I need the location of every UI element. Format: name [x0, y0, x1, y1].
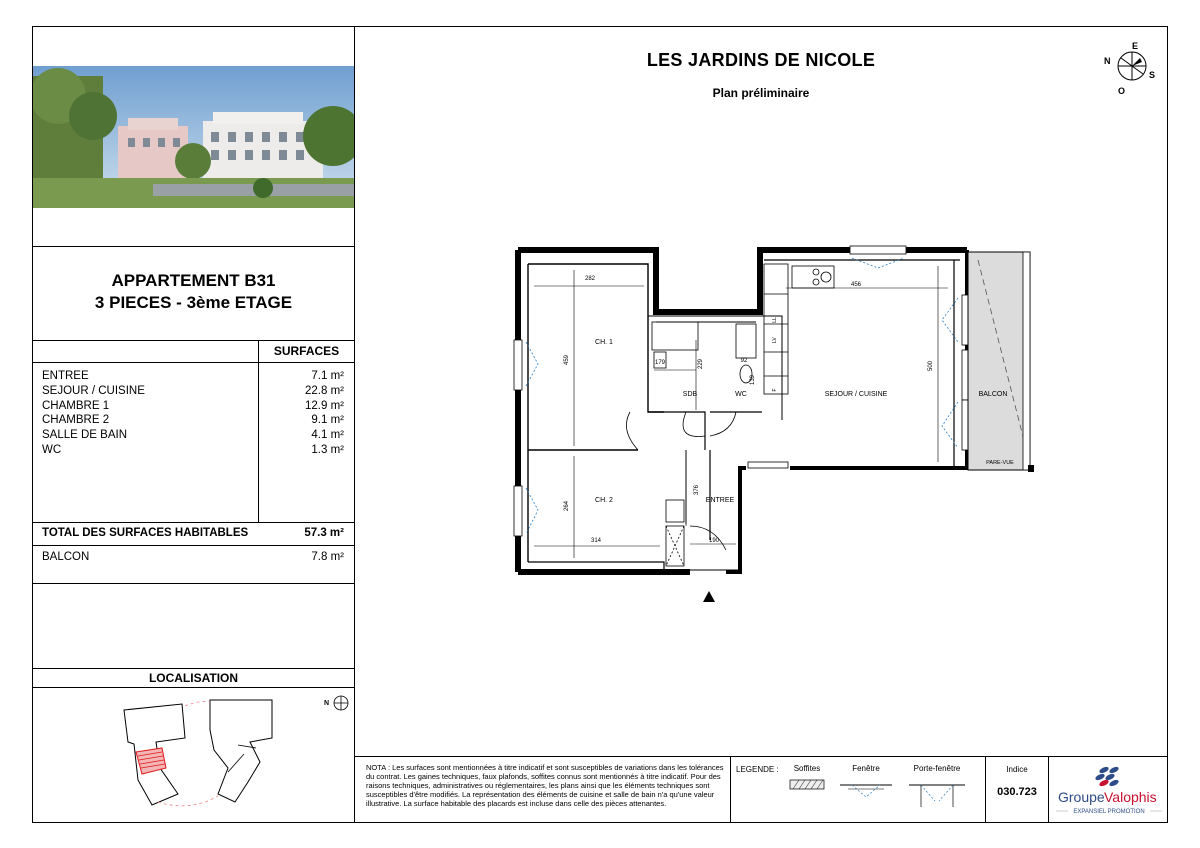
legend-fenetre [838, 764, 894, 807]
footer-divider [1048, 756, 1049, 823]
room-label-entree: ENTREE [705, 497, 735, 504]
surface-row [42, 413, 344, 428]
surface-value: 9.1 m² [311, 414, 344, 427]
french-window-symbol-icon [907, 777, 967, 811]
dim-139: 139 [750, 374, 756, 386]
legend-label: LEGENDE : [736, 765, 779, 774]
surface-row [42, 428, 344, 443]
room-label-parevue: PARE-VUE [986, 460, 1014, 466]
divider [32, 687, 355, 688]
surface-value: 7.1 m² [311, 370, 344, 382]
compass-e: E [1132, 41, 1139, 51]
surface-row [42, 399, 344, 414]
logo-text-valophis: Valophis [1104, 789, 1157, 805]
furniture-f: F [772, 388, 778, 392]
compass-icon [1096, 38, 1160, 98]
dim-456: 456 [850, 282, 862, 288]
dim-459: 459 [564, 354, 570, 366]
balcon-row [42, 551, 344, 563]
dim-264: 264 [564, 500, 570, 512]
room-label-ch1: CH. 1 [595, 339, 613, 346]
furniture-ll: LL [772, 317, 778, 323]
dim-92: 92 [740, 358, 748, 364]
surface-value: 1.3 m² [311, 443, 344, 456]
apartment-title [33, 270, 354, 314]
room-label-ch2: CH. 2 [595, 497, 613, 504]
surface-row [42, 443, 344, 458]
building-render-image [33, 66, 354, 208]
project-title: LES JARDINS DE NICOLE [646, 50, 876, 70]
surfaces-table [42, 369, 344, 458]
divider [32, 583, 355, 584]
total-value: 57.3 m² [304, 527, 344, 539]
divider [32, 545, 355, 546]
legend-soffites [787, 764, 827, 793]
room-label-sejour: SEJOUR / CUISINE [824, 391, 888, 398]
surface-value: 22.8 m² [305, 384, 344, 397]
compass-n: N [1104, 56, 1111, 66]
room-label-wc: WC [735, 391, 747, 398]
divider [32, 668, 355, 669]
surface-value: 12.9 m² [305, 399, 344, 412]
apartment-title-line2: 3 PIECES - 3ème ETAGE [94, 293, 293, 312]
logo-subtitle: EXPANSIEL PROMOTION [1073, 809, 1145, 815]
window-symbol-icon [838, 777, 894, 805]
dim-282: 282 [584, 276, 596, 282]
divider [32, 246, 355, 247]
total-label: TOTAL DES SURFACES HABITABLES [42, 527, 249, 539]
legend-porte-fenetre [906, 764, 968, 813]
map-north-label: N [324, 700, 330, 707]
room-label-balcon: BALCON [978, 391, 1008, 398]
surface-label: CHAMBRE 1 [42, 399, 110, 412]
compass-o: O [1118, 86, 1126, 96]
surfaces-header: SURFACES [258, 340, 354, 362]
furniture-lv: LV [772, 337, 778, 343]
legend-fenetre-label: Fenêtre [852, 764, 880, 773]
surface-label: SEJOUR / CUISINE [42, 384, 145, 397]
legend-soffites-label: Soffites [793, 764, 821, 773]
logo-text-groupe: Groupe [1058, 789, 1105, 805]
dim-314: 314 [590, 538, 602, 544]
surface-label: WC [42, 443, 62, 456]
indice-label: Indice [1006, 765, 1028, 774]
surface-label: SALLE DE BAIN [42, 429, 128, 442]
dim-376: 376 [694, 484, 700, 496]
room-label-sdb: SDB [682, 391, 698, 398]
legend-porte-fenetre-label: Porte-fenêtre [913, 764, 961, 773]
surface-value: 4.1 m² [311, 429, 344, 442]
dim-229: 229 [698, 358, 704, 370]
indice-value: 030.723 [997, 786, 1037, 798]
balcon-value: 7.8 m² [311, 551, 344, 563]
surface-label: CHAMBRE 2 [42, 414, 110, 427]
balcon-label: BALCON [42, 551, 90, 563]
project-subtitle: Plan préliminaire [712, 86, 810, 100]
surface-label: ENTREE [42, 370, 89, 382]
surface-row [42, 384, 344, 399]
divider [32, 362, 355, 363]
surface-row [42, 369, 344, 384]
dim-190: 190 [708, 538, 720, 544]
localisation-title: LOCALISATION [148, 671, 239, 685]
entrance-arrow-icon [703, 591, 715, 602]
dim-500: 500 [928, 360, 934, 372]
dim-179: 179 [654, 360, 666, 366]
valophis-logo-icon [1052, 764, 1167, 820]
footer-divider [730, 756, 731, 823]
localisation-map [110, 690, 360, 815]
groupe-valophis-logo [1052, 764, 1167, 820]
divider [32, 522, 355, 523]
soffite-hatch-icon [789, 779, 825, 791]
total-row [42, 527, 344, 539]
apartment-title-line1: APPARTEMENT B31 [111, 271, 276, 290]
floor-plan [500, 240, 1060, 610]
compass-s: S [1149, 70, 1156, 80]
nota-text: NOTA : Les surfaces sont mentionnées à titre indicatif et sont susceptibles de variations dans les tolérances du contrat. Les gaines techniques, faux plafonds, soffites connus sont mentionnés à titre indicatif. Pour des raisons techniques, administratives ou réglementaires, les plans ainsi que les éléments techniques sont susceptibles d'être modifiés. La représentation des éléments de cuisine et salle de bain n'a qu'une valeur illustrative. La surface habitable des placards est incluse dans celle des pièces attenantes. [366, 763, 724, 809]
